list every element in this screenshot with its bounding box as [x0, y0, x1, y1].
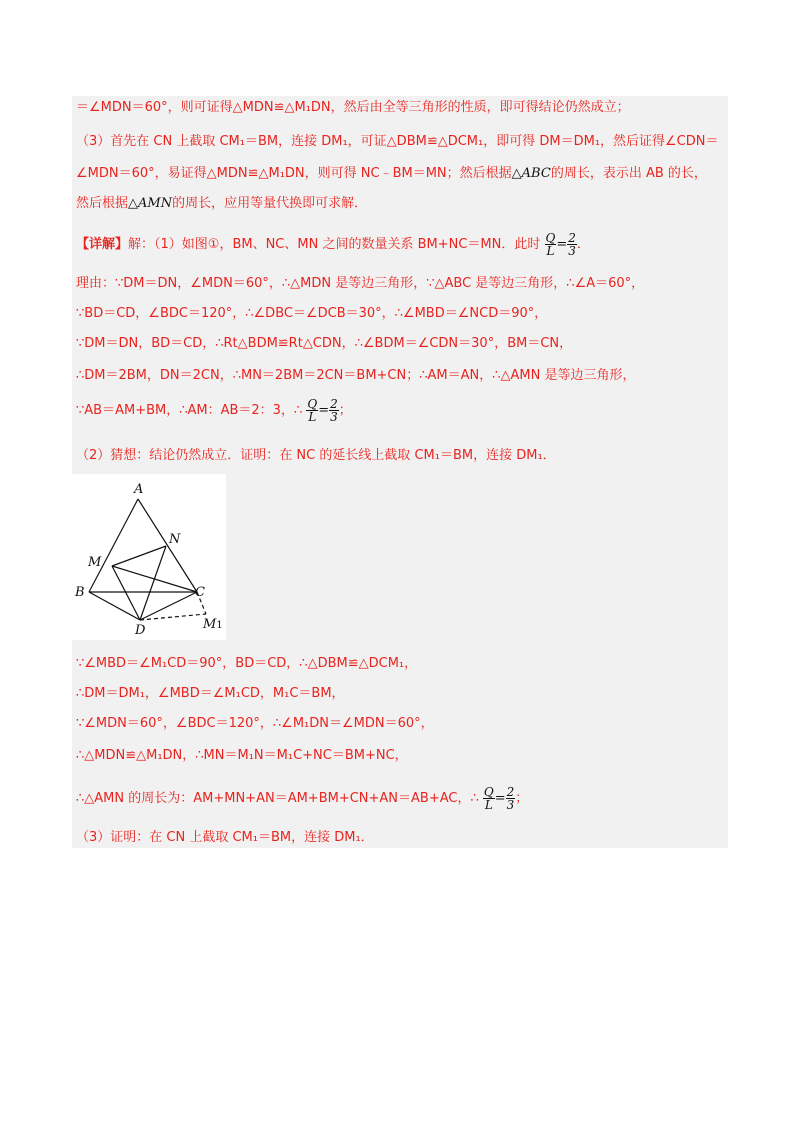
label-m1: M1 [203, 617, 223, 632]
triangle-amn: △AMN [128, 196, 173, 211]
detail-tag: 【详解】 [76, 237, 129, 252]
edge-mn [112, 546, 166, 566]
text-line-4-b: 的周长，应用等量代换即可求解． [172, 196, 368, 211]
text-line-1: ＝∠MDN＝60°，则可证得△MDN≌△M₁DN，然后由全等三角形的性质，即可得结论仍然成立； [76, 100, 630, 115]
text-line-2: （3）首先在 CN 上截取 CM₁＝BM，连接 DM₁，可证△DBM≌△DCM₁，即可得 DM＝DM₁，然后证得∠CDN＝ [76, 134, 719, 149]
label-c: C [195, 585, 205, 600]
edge-ab [89, 499, 138, 592]
label-a: A [134, 482, 144, 497]
text-line-12: ∵∠MBD＝∠M₁CD＝90°，BD＝CD，∴△DBM≌△DCM₁， [76, 656, 418, 671]
label-n: N [169, 532, 181, 547]
fraction-q-over-l-2: $\frac{Q}{L}$ [307, 397, 318, 424]
text-line-6: 理由：∵DM＝DN，∠MDN＝60°，∴△MDN 是等边三角形，∵△ABC 是等边三角形，∴∠A＝60°， [76, 276, 645, 291]
geometry-figure [72, 474, 226, 640]
text-line-5-a: 解：（1）如图①，BM、NC、MN 之间的数量关系 BM+NC＝MN．此时 [128, 237, 541, 252]
text-line-3-b: 的周长，表示出 AB 的长， [550, 166, 707, 181]
label-d: D [135, 623, 146, 638]
fraction-two-thirds-3: $\frac{2}{3}$ [506, 785, 515, 812]
edge-ac [138, 499, 197, 592]
fraction-q-over-l-3: $\frac{Q}{L}$ [483, 785, 494, 812]
triangle-abc: △ABC [511, 166, 551, 181]
text-line-9: ∴DM＝2BM，DN＝2CN，∴MN＝2BM＝2CN＝BM+CN；∴AM＝AN，∴△AMN 是等边三角形， [76, 368, 636, 383]
fraction-q-over-l: $\frac{Q}{L}$ [545, 231, 556, 258]
text-line-4-a: 然后根据 [76, 196, 129, 211]
text-line-3-a: ∠MDN＝60°，易证得△MDN≌△M₁DN，则可得 NC﹣BM＝MN；然后根据 [76, 166, 512, 181]
text-line-7: ∵BD＝CD，∠BDC＝120°，∴∠DBC＝∠DCB＝30°，∴∠MBD＝∠NCD＝90°， [76, 306, 548, 321]
text-line-3 [76, 166, 707, 182]
text-line-5: 【详解】解：（1）如图①，BM、NC、MN 之间的数量关系 BM+NC＝MN．此时 $\frac{Q}{L}$ = $\frac{2}{3}$ ． [76, 231, 590, 258]
text-line-16: ∴△AMN 的周长为：AM+MN+AN＝AM+BM+CN+AN＝AB+AC，∴ $\frac{Q}{L}$ = $\frac{2}{3}$ ； [76, 785, 529, 812]
text-line-16-a: ∴△AMN 的周长为：AM+MN+AN＝AM+BM+CN+AN＝AB+AC，∴ [76, 791, 479, 806]
text-line-10-a: ∵AB＝AM+BM，∴AM：AB＝2：3，∴ [76, 403, 303, 418]
label-b: B [75, 585, 85, 600]
text-line-11: （2）猜想：结论仍然成立．证明：在 NC 的延长线上截取 CM₁＝BM，连接 DM₁． [76, 448, 556, 463]
text-line-4 [76, 196, 367, 212]
text-line-14: ∵∠MDN＝60°，∠BDC＝120°，∴∠M₁DN＝∠MDN＝60°， [76, 716, 434, 731]
fraction-two-thirds-2: $\frac{2}{3}$ [330, 397, 338, 424]
edge-mc [112, 566, 197, 592]
text-line-8: ∵DM＝DN，BD＝CD，∴Rt△BDM≌Rt△CDN，∴∠BDM＝∠CDN＝30°，BM＝CN， [76, 336, 573, 351]
fraction-two-thirds: $\frac{2}{3}$ [568, 231, 576, 258]
text-line-15: ∴△MDN≌△M₁DN，∴MN＝M₁N＝M₁C+NC＝BM+NC， [76, 748, 408, 763]
text-line-10: ∵AB＝AM+BM，∴AM：AB＝2：3，∴ $\frac{Q}{L}$ = $\frac{2}{3}$ ； [76, 397, 352, 424]
text-line-17: （3）证明：在 CN 上截取 CM₁＝BM，连接 DM₁． [76, 830, 374, 845]
text-line-13: ∴DM＝DM₁，∠MBD＝∠M₁CD，M₁C＝BM， [76, 686, 345, 701]
label-m: M [88, 555, 102, 570]
